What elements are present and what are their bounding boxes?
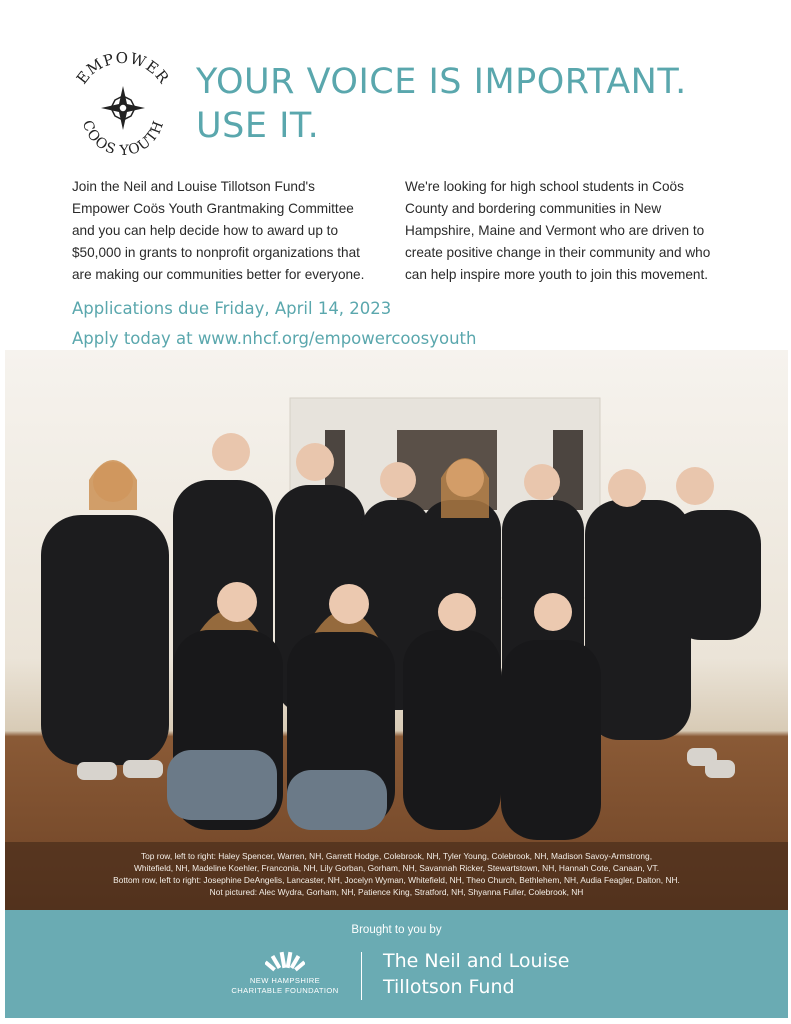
application-deadline: Applications due Friday, April 14, 2023: [72, 299, 392, 318]
tillotson-fund-name: [383, 948, 569, 1000]
intro-paragraph-right: [405, 176, 741, 286]
headline-line-1: YOUR VOICE IS IMPORTANT.: [196, 62, 687, 102]
text-line: create positive change in their community and who: [405, 245, 711, 260]
group-photo: [5, 350, 788, 910]
headline-line-2: USE IT.: [196, 106, 320, 146]
nhcf-logo: [215, 950, 355, 996]
caption-line: Whitefield, NH, Madeline Koehler, Franconia, NH, Lily Gorban, Gorham, NH, Savannah Ricker, Stewartstown, NH, Hannah Cote, Canaan, VT.: [133, 863, 660, 873]
fund-line-2: Tillotson Fund: [383, 976, 515, 998]
text-line: County and bordering communities in New: [405, 201, 662, 216]
text-line: $50,000 in grants to nonprofit organizations that: [72, 245, 360, 260]
nhcf-arc-icon: [265, 950, 305, 972]
caption-line: Top row, left to right: Haley Spencer, Warren, NH, Garrett Hodge, Colebrook, NH, Tyler Young, Colebrook, NH, Madison Savoy-Armstrong,: [140, 851, 653, 861]
caption-line: Bottom row, left to right: Josephine DeAngelis, Lancaster, NH, Jocelyn Wyman, Whitefield, NH, Theo Church, Bethlehem, NH, Audia Feagler, Dalton, NH.: [113, 875, 680, 885]
svg-text:EMPOWER: [73, 52, 173, 87]
footer-band: [5, 910, 788, 1018]
compass-star-icon: [101, 86, 145, 130]
apply-link[interactable]: Apply today at www.nhcf.org/empowercoosyouth: [72, 329, 477, 348]
nhcf-line-2: CHARITABLE FOUNDATION: [231, 986, 339, 995]
intro-paragraph-left: [72, 176, 392, 286]
text-line: are making our communities better for everyone.: [72, 267, 365, 282]
logo-text-top: EMPOWER: [72, 52, 174, 88]
call-to-action: [72, 294, 476, 354]
text-line: and you can help decide how to award up to: [72, 223, 339, 238]
fund-line-1: The Neil and Louise: [383, 950, 570, 972]
empower-coos-youth-logo: [64, 52, 182, 164]
text-line: Hampshire, Maine and Vermont who are driven to: [405, 223, 705, 238]
text-line: We're looking for high school students in Coös: [405, 179, 684, 194]
text-line: Join the Neil and Louise Tillotson Fund's: [72, 179, 315, 194]
footer-divider: [361, 952, 362, 1000]
group-photo-illustration: [5, 350, 788, 910]
text-line: can help inspire more youth to join this movement.: [405, 267, 708, 282]
text-line: Empower Coös Youth Grantmaking Committee: [72, 201, 354, 216]
headline: [196, 60, 687, 148]
logo-text-bottom: COOS YOUTH: [78, 118, 168, 160]
photo-caption: [5, 850, 788, 898]
brought-to-you-by: Brought to you by: [351, 924, 442, 936]
nhcf-line-1: NEW HAMPSHIRE: [249, 976, 321, 985]
caption-line: Not pictured: Alec Wydra, Gorham, NH, Patience King, Stratford, NH, Shyanna Fuller, Colebrook, NH: [209, 887, 584, 897]
